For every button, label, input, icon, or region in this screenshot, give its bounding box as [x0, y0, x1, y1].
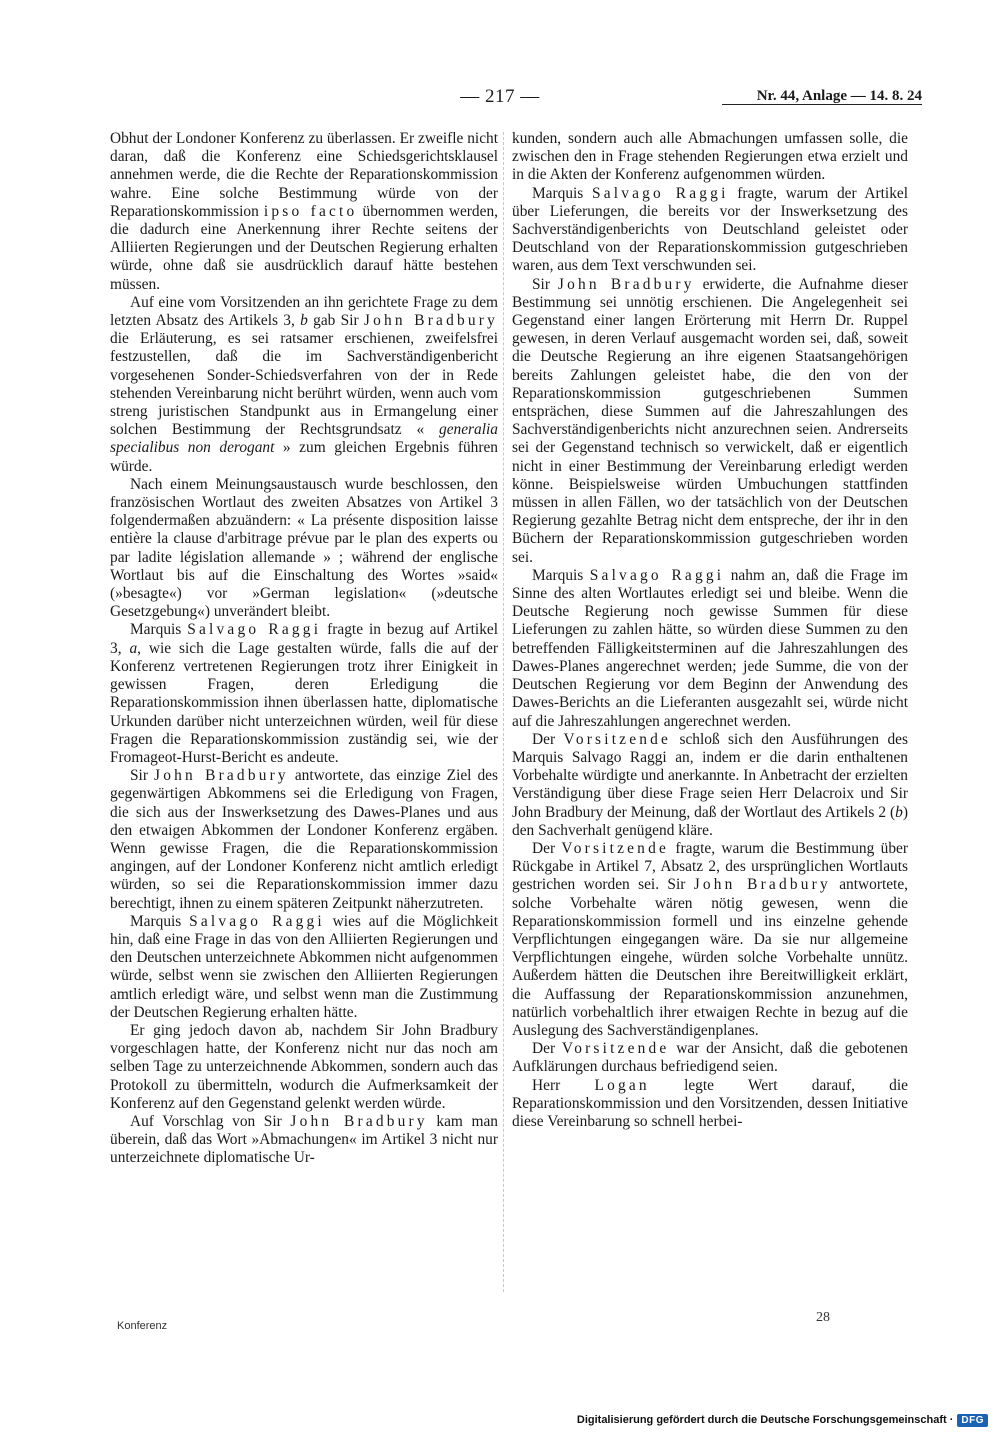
spaced-name: John Bradbury: [290, 1112, 428, 1130]
italic-text: b: [895, 803, 903, 821]
left-column: [110, 130, 498, 1168]
text-run: Auf eine vom Vorsitzenden an ihn gerichtete Frage zu dem letzten Absatz des Artikels 3,: [110, 293, 498, 330]
paragraph: [110, 621, 498, 767]
text-run: ) den Sachverhalt genügend kläre.: [512, 803, 908, 839]
text-run: legte Wert darauf, die Reparationskommission und den Vorsitzenden, dessen Initiative diese Vereinbarung so schnell herbei-: [512, 1076, 908, 1130]
paragraph: [512, 567, 908, 731]
paragraph: [110, 1113, 498, 1168]
text-run: schloß sich den Ausführungen des Marquis Salvago Raggi an, indem er die darin enthaltenen Vorbehalte würdigte und anerkannte. In Anbetracht der erzielten Verständigung über diese Frage seien Herr Delacroix und Sir John Bradbury der Meinung, daß der Wortlaut des Artikels 2 (: [512, 730, 909, 821]
text-run: Der: [532, 1040, 562, 1058]
text-run: fragte in bezug auf Artikel 3,: [110, 621, 498, 657]
spaced-text: ipso facto: [263, 202, 358, 220]
signature-mark: 28: [816, 1310, 830, 1325]
paragraph: [512, 1077, 908, 1132]
spaced-name: John Bradbury: [363, 312, 498, 330]
text-run: war der Ansicht, daß die gebotenen Aufklärungen durchaus befriedigend seien.: [512, 1040, 908, 1076]
text-run: Sir: [532, 275, 558, 293]
text-run: Obhut der Londoner Konferenz zu überlassen. Er zweifle nicht daran, daß die Konferenz eine Schiedsgerichtsklausel annehmen werde, die die Rechte der Reparationskommission wahre. Eine solche Bestimmung würde von der Reparationskommission: [110, 130, 498, 220]
paragraph: [110, 913, 498, 1022]
paragraph: [110, 130, 498, 294]
paragraph: [110, 767, 498, 913]
spaced-name: Logan: [594, 1076, 650, 1094]
document-reference: Nr. 44, Anlage — 14. 8. 24: [756, 88, 922, 104]
spaced-name: Vorsitzende: [563, 730, 672, 748]
paragraph: [110, 294, 498, 476]
italic-text: a: [129, 639, 138, 657]
text-run: gab Sir: [307, 312, 364, 330]
italic-text: b: [300, 312, 308, 330]
column-divider: [503, 132, 504, 1292]
spaced-name: John Bradbury: [557, 275, 695, 293]
spaced-name: John Bradbury: [154, 767, 289, 785]
spaced-name: Vorsitzende: [561, 1040, 670, 1058]
paragraph: [512, 1040, 908, 1076]
text-run: erwiderte, die Aufnahme dieser Bestimmung sei unnötig erschienen. Die Angelegenheit sei Gegenstand einer langen Erörterung mit Herrn Dr. Ruppel gewesen, in deren Verlauf ausgemacht worden sei, daß, soweit die Deutsche Regierung an ihre eigenen Staatsangehörigen bereits Zahlungen geleistet habe, die den von der Reparationskommission gutgeschriebenen Summen entsprächen, diese Summen auf die Jahreszahlungen des Sachverständigenberichts nicht anzurechnen seien. Andrerseits sei der Gegenstand technisch so verwickelt, daß er eigentlich nicht in einer Bestimmung der Vereinbarung erledigt werden könne. Beispielsweise würden Umbuchungen stattfinden müssen in allen Fällen, wo der tatsächlich von der Deutschen Regierung gezahlte Betrag nicht dem entspreche, der ihr in den Büchern der Reparationskommission gutgeschrieben worden sei.: [512, 275, 909, 566]
text-run: fragte, warum die Bestimmung über Rückgabe in Artikel 7, Absatz 2, des ursprünglichen Wortlauts gestrichen worden sei. Sir: [512, 839, 908, 894]
text-run: die Erläuterung, es sei ratsamer erschienen, zweifelsfrei festzustellen, daß die im Sachverständigenbericht vorgesehenen Sonder-Schiedsverfahren von der in Rede stehenden Vereinbarung nicht berührt würden, wenn auch vom streng juristischen Standpunkt aus in Ermangelung einer solchen Bestimmung der Rechtsgrundsatz «: [110, 330, 498, 439]
italic-text: generalia specialibus non derogant: [110, 421, 498, 457]
text-run: antwortete, solche Vorbehalte wären nötig gewesen, wenn die Reparationskommission formell und ins einzelne gehende Verpflichtungen eingegangen wäre. Da sie nur allgemeine Verpflichtungen eingehe, würden solche Vorbehalte unnütz. Außerdem hätten die Deutschen ihre Bereitwilligkeit erklärt, die Auffassung der Reparationskommission anzunehmen, natürlich vorbehaltlich ihrer etwaigen Rechte in bezug auf die Auslegung des Sachverständigenplanes.: [512, 876, 909, 1039]
paragraph: [512, 840, 908, 1040]
paragraph: Er ging jedoch davon ab, nachdem Sir John Bradbury vorgeschlagen hatte, der Konferenz nicht nur das noch am selben Tage zu unterzeichnende Abkommen, sondern auch das Protokoll zu übermitteln, wodurch die Aufmerksamkeit der Konferenz auf den Gegenstand gelenkt werden würde.: [110, 1021, 498, 1112]
text-run: , wie sich die Lage gestalten würde, falls die auf der Konferenz vertretenen Regierungen trotz ihrer Einigkeit in gewissen Fragen, deren Erledigung die Reparationskommission ihnen überlassen hatte, diplomatische Urkunden darüber nicht unterzeichnen würden, weil für diese Fragen die Reparationskommission zuständig sei, wie der Fromageot-Hurst-Bericht es andeute.: [110, 639, 499, 766]
footer-keyword: Konferenz: [117, 1320, 168, 1332]
spaced-name: Salvago Raggi: [189, 912, 325, 930]
text-run: Der: [532, 730, 564, 748]
text-run: nahm an, daß die Frage im Sinne des alten Wortlautes erledigt sei und bleibe. Wenn die Deutsche Regierung noch gewisse Summen für diese Lieferungen zu zahlen hätte, so würden diese Summen zu den betreffenden Fälligkeitsterminen auf die Jahreszahlungen des Dawes-Planes angerechnet werden; jede Summe, die von der Deutschen Regierung vor dem Beginn der Anwendung des Dawes-Berichts an die Lieferanten ausgezahlt sei, würde nicht auf die Jahreszahlungen angerechnet werden.: [512, 566, 908, 730]
text-run: Marquis: [130, 912, 190, 930]
spaced-name: Vorsitzende: [561, 839, 669, 857]
text-run: Herr: [532, 1076, 595, 1094]
text-run: kam man überein, daß das Wort »Abmachungen« im Artikel 3 nicht nur unterzeichnete diplomatische Ur-: [110, 1112, 498, 1167]
paragraph: [512, 731, 908, 840]
page-header: [0, 86, 1000, 110]
spaced-name: Salvago Raggi: [591, 184, 729, 202]
text-run: Marquis: [532, 184, 592, 202]
text-run: » zum gleichen Ergebnis führen würde.: [110, 439, 498, 475]
text-run: Auf Vorschlag von Sir: [130, 1112, 291, 1130]
text-run: Der: [532, 839, 562, 857]
text-run: Marquis: [532, 566, 590, 584]
paragraph: kunden, sondern auch alle Abmachungen umfassen solle, die zwischen den in Frage stehenden Regierungen etwa erzielt und in die Akten der Konferenz aufgenommen würden.: [512, 130, 908, 184]
dfg-logo-icon: DFG: [957, 1414, 988, 1427]
credit-text: Digitalisierung gefördert durch die Deutsche Forschungsgemeinschaft ·: [576, 1414, 954, 1426]
page-number: — 217 —: [460, 86, 540, 107]
paragraph: [512, 276, 908, 567]
spaced-name: Salvago Raggi: [187, 621, 322, 639]
text-run: fragte, warum der Artikel über Lieferungen, die bereits vor der Inswerksetzung des Sachverständigenberichts von Deutschland geleistet oder Deutschland von der Reparationskommission gutgeschrieben waren, aus dem Text verschwunden sei.: [512, 184, 908, 275]
text-run: übernommen werden, die dadurch eine Anerkennung ihrer Rechte seitens der Alliierten Regierungen und der Deutschen Regierung erhalten würde, ohne daß sie ausdrücklich darauf hätte bestehen müssen.: [110, 202, 498, 293]
reference-underline: [722, 104, 922, 105]
spaced-name: Salvago Raggi: [589, 566, 725, 584]
paragraph: Nach einem Meinungsaustausch wurde beschlossen, den französischen Wortlaut des zweiten Absatzes von Artikel 3 folgendermaßen abzuändern: « La présente disposition laisse entière la clause d'arbitrage prévue par le plan des experts ou par ladite législation allemande » ; während der englische Wortlaut bis auf die Einschaltung des Wortes »said« (»besagte«) vor »German legislation« (»deutsche Gesetzgebung«) unverändert bleibt.: [110, 475, 498, 621]
paragraph: [512, 185, 908, 276]
right-column: [512, 130, 908, 1131]
text-run: Sir: [130, 767, 154, 785]
text-run: Marquis: [130, 621, 188, 639]
text-run: antwortete, das einzige Ziel des gegenwärtigen Abkommens sei die Erledigung von Fragen, die sich aus der Inswerksetzung des Dawes-Planes und aus den etwaigen Abkommen der Londoner Konferenz ergäben. Wenn gewisse Fragen, die die Reparationskommission angingen, auf der Londoner Konferenz nicht amtlich erledigt würden, so sei die Reparationskommission immer dazu berechtigt, ihnen zu einem späteren Zeitpunkt näherzutreten.: [110, 767, 498, 912]
digitization-credit[interactable]: [577, 1412, 988, 1428]
spaced-name: John Bradbury: [693, 876, 831, 894]
text-run: wies auf die Möglichkeit hin, daß eine Frage in das von den Alliierten Regierungen und den Deutschen unterzeichnete Abkommen nicht aufgenommen würde, selbst wenn sie zwischen den Alliierten Regierungen amtlich erledigt wäre, und selbst wenn man die Zustimmung der Deutschen Regierung erhalten hätte.: [110, 912, 498, 1021]
